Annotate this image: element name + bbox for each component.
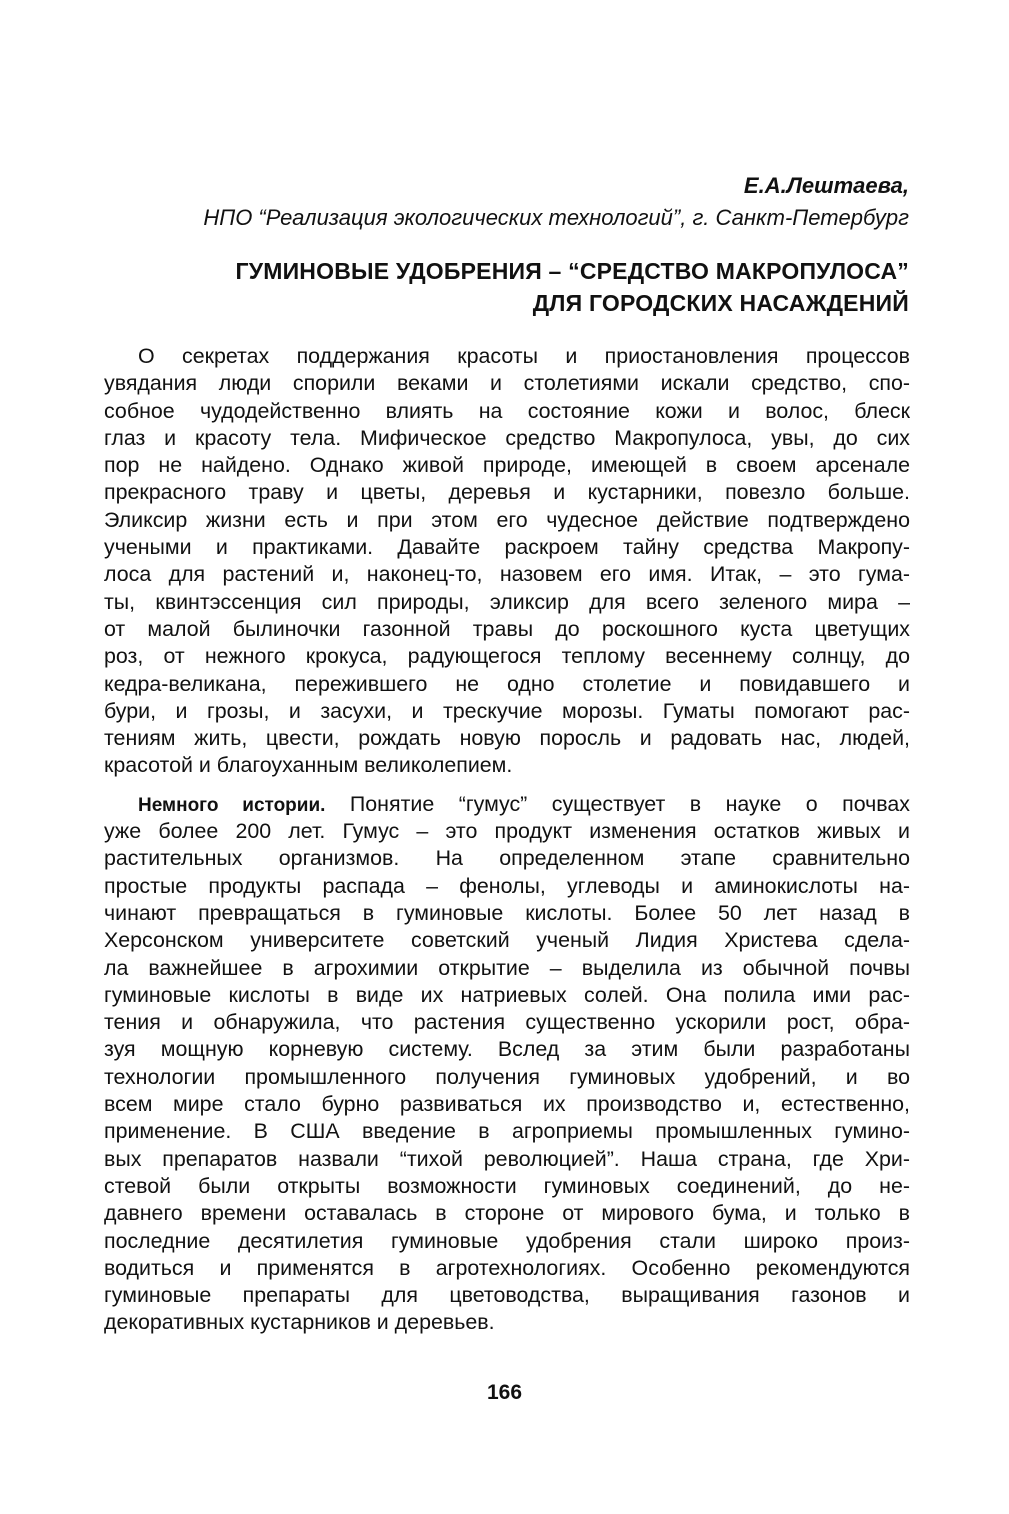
- text-line: водиться и применятся в агротехнологиях. Особенно рекомендуются: [104, 1255, 910, 1280]
- text-line: тениям жить, цвести, рождать новую поросль и радовать нас, людей,: [104, 726, 910, 751]
- text-line: декоративных кустарников и деревьев.: [104, 1310, 495, 1335]
- text-line: [104, 791, 910, 818]
- text-line: от малой былиночки газонной травы до роскошного куста цветущих: [104, 616, 910, 641]
- author-affiliation: НПО “Реализация экологических технологий”, г. Санкт-Петербург: [203, 205, 909, 230]
- text-line: учеными и практиками. Давайте раскроем тайну средства Макропу-: [104, 535, 910, 560]
- article-body: [104, 343, 910, 1337]
- article-title-line: ГУМИНОВЫЕ УДОБРЕНИЯ – “СРЕДСТВО МАКРОПУЛОСА”: [235, 258, 909, 284]
- paragraph-history: [104, 791, 910, 1337]
- page-number: 166: [486, 1381, 523, 1404]
- text-line: увядания люди спорили веками и столетиями искали средство, спо-: [104, 371, 910, 396]
- text-line: уже более 200 лет. Гумус – это продукт изменения остатков живых и: [104, 819, 910, 844]
- text-line: Эликсир жизни есть и при этом его чудесное действие подтверждено: [104, 507, 910, 532]
- text-line: всем мире стало бурно развиваться их производство и, естественно,: [104, 1092, 910, 1117]
- text-line: лоса для растений и, наконец-то, назовем его имя. Итак, – это гума-: [104, 562, 910, 587]
- text-line-rest: Понятие “гумус” существует в науке о почвах: [325, 791, 910, 816]
- text-line: роз, от нежного крокуса, радующегося теплому весеннему солнцу, до: [104, 644, 910, 669]
- text-line: тения и обнаружила, что растения существенно ускорили рост, обра-: [104, 1010, 910, 1035]
- text-line: вых препаратов назвали “тихой революцией”. Наша страна, где Хри-: [104, 1146, 910, 1171]
- text-line: О секретах поддержания красоты и приостановления процессов: [138, 344, 910, 368]
- paragraph-spacer: [104, 780, 910, 791]
- text-line: растительных организмов. На определенном этапе сравнительно: [104, 846, 910, 871]
- author-name: Е.А.Лештаева,: [743, 173, 909, 198]
- text-line: применение. В США введение в агроприемы промышленных гумино-: [104, 1119, 910, 1144]
- article-title: [235, 255, 909, 319]
- text-line: Херсонском университете советский ученый Лидия Христева сдела-: [104, 928, 910, 953]
- text-line: прекрасного траву и цветы, деревья и кустарники, повезло больше.: [104, 480, 910, 505]
- text-line: технологии промышленного получения гуминовых удобрений, и во: [104, 1064, 910, 1089]
- text-line: красотой и благоуханным великолепием.: [104, 753, 513, 778]
- article-title-line: ДЛЯ ГОРОДСКИХ НАСАЖДЕНИЙ: [532, 290, 909, 316]
- byline: [203, 170, 909, 234]
- text-line: собное чудодейственно влиять на состояние кожи и волос, блеск: [104, 398, 910, 423]
- text-line: пор не найдено. Однако живой природе, имеющей в своем арсенале: [104, 453, 910, 478]
- text-line: ты, квинтэссенция сил природы, эликсир для всего зеленого мира –: [104, 589, 910, 614]
- text-line: кедра-великана, пережившего не одно столетие и повидавшего и: [104, 671, 910, 696]
- text-line: чинают превращаться в гуминовые кислоты. Более 50 лет назад в: [104, 900, 910, 925]
- text-line: стевой были открыты возможности гуминовых соединений, до не-: [104, 1173, 910, 1198]
- text-line: последние десятилетия гуминовые удобрения стали широко произ-: [104, 1228, 910, 1253]
- text-line: бури, и грозы, и засухи, и трескучие морозы. Гуматы помогают рас-: [104, 698, 910, 723]
- paragraph-lead-in: Немного истории.: [138, 794, 326, 816]
- text-line: ла важнейшее в агрохимии открытие – выделила из обычной почвы: [104, 955, 910, 980]
- text-line: гуминовые кислоты в виде их натриевых солей. Она полила ими рас-: [104, 982, 910, 1007]
- text-line: простые продукты распада – фенолы, углеводы и аминокислоты на-: [104, 873, 910, 898]
- paragraph-intro: [104, 343, 910, 780]
- text-line: давнего времени оставалась в стороне от мирового бума, и только в: [104, 1201, 910, 1226]
- text-line: гуминовые препараты для цветоводства, выращивания газонов и: [104, 1283, 910, 1308]
- text-line: зуя мощную корневую систему. Вслед за этим были разработаны: [104, 1037, 910, 1062]
- text-line: глаз и красоту тела. Мифическое средство Макропулоса, увы, до сих: [104, 425, 910, 450]
